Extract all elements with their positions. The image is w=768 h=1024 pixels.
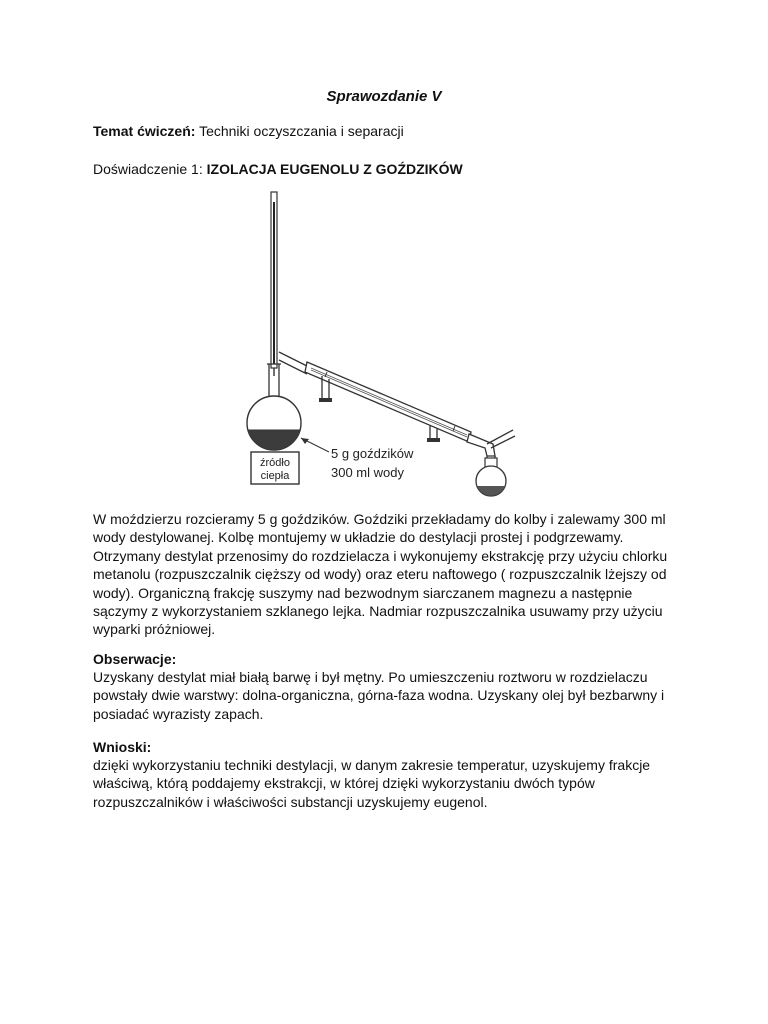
- heat-source-label-2: ciepła: [260, 470, 290, 482]
- procedure-line: wody destylowanej. Kolbę montujemy w układzie do destylacji prostej i podgrzewamy.: [93, 529, 624, 546]
- thermometer-icon: [271, 192, 277, 376]
- receiving-flask-icon: [476, 458, 506, 496]
- observations-line: powstały dwie warstwy: dolna-organiczna, górna-faza wodna. Uzyskany olej był bezbarwny i: [93, 687, 665, 704]
- heat-source-label-1: źródło: [260, 457, 290, 469]
- annotation-label-1: 5 g goździków: [331, 446, 414, 461]
- procedure-paragraph: [93, 510, 693, 639]
- observations-line: posiadać wyrazisty zapach.: [93, 705, 264, 722]
- document-title: Sprawozdanie V: [326, 88, 442, 105]
- experiment-value: IZOLACJA EUGENOLU Z GOŹDZIKÓW: [206, 161, 463, 177]
- topic-label: Temat ćwiczeń:: [93, 123, 196, 139]
- procedure-line: metanolu (rozpuszczalnik cięższy od wody) oraz eteru naftowego ( rozpuszczalnik lżejszy od: [93, 566, 667, 583]
- conclusions-heading: Wnioski:: [93, 739, 152, 755]
- round-bottom-flask-icon: [247, 396, 301, 450]
- observations-paragraph: [93, 668, 693, 723]
- experiment-label: Doświadczenie 1:: [93, 161, 203, 177]
- adapter-icon: [467, 430, 515, 458]
- topic-value: Techniki oczyszczania i separacji: [199, 123, 404, 139]
- experiment-line: [93, 161, 463, 177]
- observations-line: Uzyskany destylat miał białą barwę i był mętny. Po umieszczeniu roztworu w rozdzielaczu: [93, 669, 648, 685]
- conclusions-line: rozpuszczalników i właściwości substancji uzyskujemy eugenol.: [93, 793, 488, 810]
- observations-heading: Obserwacje:: [93, 651, 177, 667]
- conclusions-paragraph: [93, 756, 693, 811]
- procedure-line: sączymy z wykorzystaniem szklanego lejka. Nadmiar rozpuszczalnika usuwamy przy użyciu: [93, 603, 663, 620]
- procedure-line: W moździerzu rozcieramy 5 g goździków. Goździki przekładamy do kolby i zalewamy 300 ml: [93, 511, 666, 527]
- topic-line: [93, 123, 404, 139]
- procedure-line: Otrzymany destylat przenosimy do rozdzielacza i wykonujemy ekstrakcję przy użyciu chlorku: [93, 547, 668, 564]
- annotation-label-2: 300 ml wody: [331, 465, 404, 480]
- distillation-apparatus-figure: [225, 186, 535, 498]
- side-arm-icon: [279, 352, 307, 374]
- conclusions-line: właściwą, którą poddajemy ekstrakcji, w której dzięki wykorzystaniu dwóch typów: [93, 775, 595, 792]
- conclusions-line: dzięki wykorzystaniu techniki destylacji, w danym zakresie temperatur, uzyskujemy frakcje: [93, 757, 651, 773]
- procedure-line: wyparki próżniowej.: [93, 621, 216, 638]
- annotation-arrow-icon: [301, 438, 329, 452]
- procedure-line: wody). Organiczną frakcję suszymy nad bezwodnym siarczanem magnezu a następnie: [93, 584, 633, 601]
